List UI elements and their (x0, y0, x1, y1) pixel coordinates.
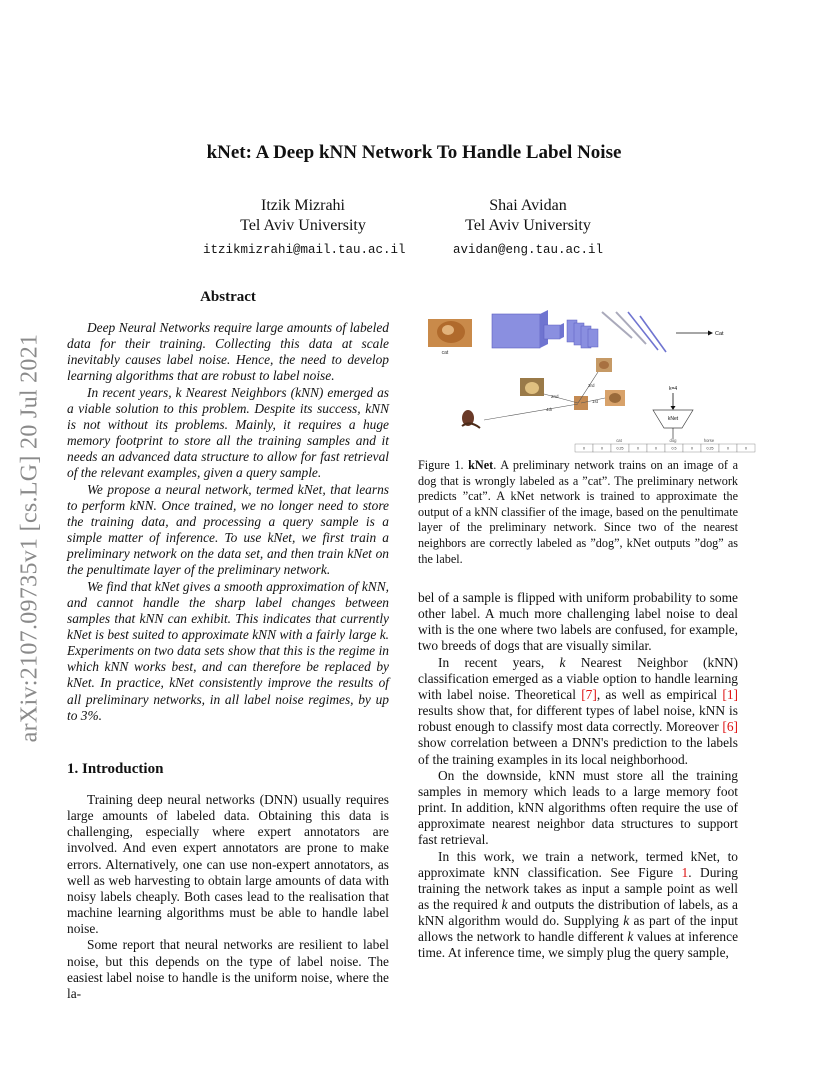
neighbor-2nd: 2nd (551, 394, 559, 399)
abstract-paragraph: In recent years, k Nearest Neighbors (kNN) emerged as a viable solution to this problem. Despite its success, kNN is not without its problems. Mainly, it requires a huge memory footprint to store all the training samples and it needs an advanced data structure to allow for fast retrieval of the relevant examples, given a query sample. (67, 384, 389, 481)
author-2 (428, 196, 628, 260)
text-run: In this work, we train a network, termed kNet, to approximate kNN classification. See Figure (418, 848, 738, 880)
author-email: avidan@eng.tau.ac.il (452, 243, 604, 257)
table-cell-value: 0 (745, 446, 747, 451)
neighbor-images (458, 358, 625, 430)
math-k: k (627, 929, 634, 945)
intro-left-column (67, 792, 389, 1002)
group-dog: dog (669, 438, 677, 443)
figure-ref-link[interactable]: 1 (681, 864, 689, 880)
input-label: cat (441, 350, 449, 356)
group-cat: cat (616, 438, 622, 443)
text-run: Nearest Neighbor (kNN) classification emerged as a viable option to handle learning with label noise. Theoretical (418, 654, 738, 702)
intro-paragraph (418, 655, 738, 768)
input-dog-image (428, 319, 472, 347)
math-k: k (559, 654, 566, 670)
abstract-paragraph: We propose a neural network, termed kNet, that learns to perform kNN. Once trained, we no longer need to store the training data, and processing a query sample is a simple matter of inference. To use kNet, we first train a preliminary network on the data set, and then train kNet on the penultimate layer of the preliminary network. (67, 481, 389, 578)
citation-link[interactable]: [7] (581, 686, 597, 702)
text-run: . During training the network takes as input a sample point as well as the required (418, 864, 738, 912)
table-cell-value: 0 (637, 446, 639, 451)
abstract-paragraph: We find that kNet gives a smooth approximation of kNN, and cannot handle the sharp label changes between samples that kNN can exhibit. This indicates that currently kNet is best suited to approximate kNN with a fairly large k. Experiments on two data sets show that this is the regime in which kNN works best, and can therefore be replaced by kNet. In practice, kNet consistently improve the results of all preliminary networks, in all label noise regimes, by up to 3%. (67, 578, 389, 723)
author-1 (203, 196, 406, 260)
output-label: Cat (715, 331, 724, 337)
author-affiliation: Tel Aviv University (240, 217, 366, 234)
paper-title: kNet: A Deep kNN Network To Handle Label Noise (206, 142, 622, 163)
arxiv-id: arXiv:2107.09735v1 [cs.LG] 20 Jul 2021 (16, 333, 43, 742)
abstract-heading: Abstract (200, 289, 256, 305)
table-cell-value: 0 (727, 446, 729, 451)
author-name: Shai Avidan (489, 197, 567, 214)
caption-text: . A preliminary network trains on an image of a dog that is wrongly labeled as a ”cat”. The preliminary network predicts ”cat”. A kNet network is trained to approximate the output of a kNN classifier of the image, based on the penultimate layer of the preliminary network. Since two of the nearest neighbors are correctly labeled as ”dog”, kNet outputs ”dog” as the label. (418, 458, 738, 566)
math-k: k (501, 896, 508, 912)
citation-link[interactable]: [6] (722, 719, 738, 735)
intro-paragraph: On the downside, kNN must store all the training samples in memory which leads to a large memory foot print. In addition, kNN algorithms often require the use of approximate nearest neighbor data structures to support fast retrieval. (418, 767, 738, 848)
text-run: show correlation between a DNN's prediction to the labels of the training examples in its local neighborhood. (418, 735, 738, 767)
intro-paragraph: Some report that neural networks are resilient to label noise, but this depends on the type of label noise. The easiest label noise to handle is the uniform noise, where the la- (67, 937, 389, 1001)
intro-right-column (418, 590, 738, 962)
text-run: and outputs the distribution of labels, as a kNN algorithm would do. Supplying (418, 896, 738, 929)
k-label: k=4 (669, 386, 678, 392)
table-cell-value: 0.5 (671, 446, 677, 451)
intro-paragraph (418, 849, 738, 962)
distribution-table (575, 444, 755, 452)
knet-label: kNet (667, 416, 679, 422)
cnn-layers (492, 310, 666, 352)
table-cell-value: 0.25 (706, 446, 714, 451)
table-cell-value: 0 (691, 446, 693, 451)
figure-1-caption (418, 458, 738, 567)
text-run: , as well as empirical (596, 686, 723, 702)
text-run: values at inference time. At inference time, we simply plug the query sample, (418, 929, 739, 961)
intro-paragraph: bel of a sample is flipped with uniform probability to some other label. A much more challenging label noise to deal with is the one where two labels are confused, for example, two breeds of dogs that are visually similar. (418, 590, 738, 654)
section-heading: 1. Introduction (67, 761, 164, 777)
caption-prefix: Figure 1. (418, 458, 469, 472)
arxiv-stamp (10, 285, 50, 790)
group-horse: horse (703, 438, 715, 443)
neighbor-1st: 1st (592, 399, 599, 404)
caption-bold: kNet (468, 458, 494, 472)
citation-link[interactable]: [1] (722, 686, 738, 702)
intro-paragraph: Training deep neural networks (DNN) usually requires large amounts of labeled data. Obtaining this data is challenging, especially where expert annotators are involved. And even expert annotators are prone to make errors. Alternatively, one can use non-expert annotators, as well as web harvesting to obtain large amounts of data with noisy labels cheaply. Both cases lead to the realisation that machine learning algorithms must be able to handle label noise. (67, 792, 389, 937)
table-cell-value: 0.25 (616, 446, 624, 451)
text-run: In recent years, (438, 654, 560, 670)
table-cell-value: 0 (601, 446, 603, 451)
abstract-paragraph: Deep Neural Networks require large amounts of labeled data for their training. Collecting this data at scale inevitably causes label noise. Hence, the need to develop learning algorithms that are robust to label noise. (67, 320, 389, 384)
figure-1 (418, 308, 758, 458)
table-cell-value: 0 (583, 446, 585, 451)
abstract-body (67, 320, 389, 724)
neighbor-4th: 4th (546, 407, 553, 412)
text-run: as part of the input allows the network to handle different (418, 913, 738, 945)
text-run: results show that, for different types of label noise, kNN is robust enough to classify most data correctly. Moreover (418, 703, 738, 735)
math-k: k (623, 913, 630, 929)
table-cell-value: 0 (655, 446, 657, 451)
author-name: Itzik Mizrahi (261, 197, 345, 214)
author-email: itzikmizrahi@mail.tau.ac.il (203, 243, 406, 257)
author-affiliation: Tel Aviv University (465, 217, 591, 234)
neighbor-3rd: 3rd (588, 383, 595, 388)
